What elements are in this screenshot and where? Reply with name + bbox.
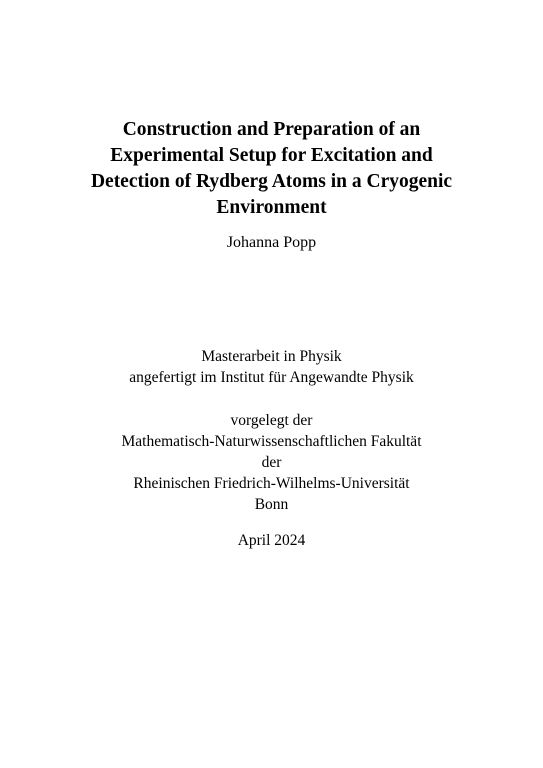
title-line: Experimental Setup for Excitation and xyxy=(110,145,433,166)
institute: angefertigt im Institut für Angewandte Physik xyxy=(129,369,414,386)
title-line: Detection of Rydberg Atoms in a Cryogenic xyxy=(90,171,453,192)
title-line: Construction and Preparation of an xyxy=(122,119,421,140)
faculty: Mathematisch-Naturwissenschaftlichen Fakultät xyxy=(121,433,422,450)
thesis-type-block xyxy=(0,346,543,388)
submission-line: vorgelegt der xyxy=(230,412,313,429)
city: Bonn xyxy=(254,496,289,513)
submission-date: April 2024 xyxy=(237,532,306,549)
university: Rheinischen Friedrich-Wilhelms-Universität xyxy=(133,475,410,492)
title-line: Environment xyxy=(216,197,327,218)
author-name: Johanna Popp xyxy=(226,234,317,251)
thesis-title xyxy=(0,117,543,221)
thesis-type: Masterarbeit in Physik xyxy=(201,348,342,365)
submission-block xyxy=(0,410,543,515)
submission-line: der xyxy=(261,454,282,471)
